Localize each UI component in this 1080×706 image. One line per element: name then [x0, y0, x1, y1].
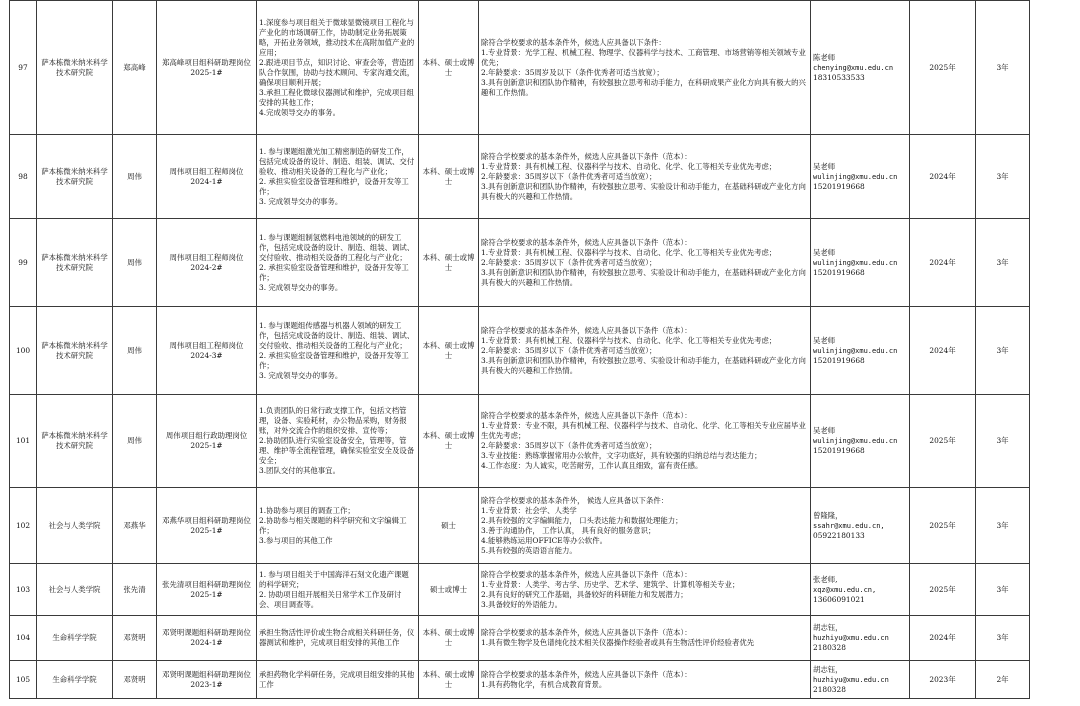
- contact-cell: [811, 135, 910, 219]
- requirement-line: 2.年龄要求：35周岁以下（条件优秀者可适当放宽）；: [481, 171, 657, 181]
- duty-line: 3. 完成领导交办的事务。: [259, 282, 343, 292]
- requirement-line: 1.具有药物化学，有机合成教育背景。: [481, 679, 607, 689]
- year-cell: 2024年: [910, 307, 976, 395]
- contact-line: 吴老师: [813, 335, 836, 345]
- duty-line: 1. 参与项目组关于中国海洋石刻文化遗产课题的科学研究；: [259, 569, 409, 589]
- position-cell: 邓贤明课题组科研助理岗位2024-1#: [157, 616, 257, 661]
- requirements-cell: [479, 616, 811, 661]
- contact-line: huzhiyu@xmu.edu.cn: [813, 634, 889, 642]
- duty-line: 3. 完成领导交办的事务。: [259, 370, 343, 380]
- unit-cell: 生命科学学院: [37, 661, 113, 699]
- unit-cell: 生命科学学院: [37, 616, 113, 661]
- duties-cell: [257, 395, 419, 488]
- contact-line: wulinjing@xmu.edu.cn: [813, 346, 898, 355]
- duty-line: 3.团队交付的其他事宜。: [259, 466, 340, 475]
- requirement-line: 2.年龄要求：35周岁以下（条件优秀者可适当放宽）；: [481, 441, 657, 450]
- requirements-cell: [479, 661, 811, 699]
- table-row: [10, 395, 1072, 488]
- term-cell: 3年: [976, 135, 1030, 219]
- contact-cell: [811, 661, 910, 699]
- contact-line: 13606091021: [813, 594, 865, 604]
- contact-cell: [811, 307, 910, 395]
- row-number-cell: 103: [10, 564, 37, 616]
- year-cell: 2025年: [910, 395, 976, 488]
- year-cell: 2024年: [910, 616, 976, 661]
- table-body: [10, 1, 1072, 699]
- position-cell: 周伟项目组行政助理岗位2025-1#: [157, 395, 257, 488]
- unit-cell: 萨本栋微米纳米科学技术研究院: [37, 395, 113, 488]
- row-number-cell: 99: [10, 219, 37, 307]
- duty-line: 1.协助参与项目的调查工作；: [259, 505, 355, 515]
- requirement-line: 3.具备较好的外语能力。: [481, 599, 562, 609]
- requirement-line: 1.专业背景：具有机械工程、仪器科学与技术、自动化、化学、化工等相关专业优先考虑；: [481, 247, 777, 257]
- requirement-line: 1.专业背景：人类学、考古学、历史学、艺术学、建筑学、计算机等相关专业；: [481, 579, 740, 589]
- duties-cell: [257, 616, 419, 661]
- year-cell: 2024年: [910, 135, 976, 219]
- requirement-line: 1.专业背景：光学工程、机械工程、物理学、仪器科学与技术、工商管理、市场营销等相关领域专业优先；: [481, 47, 806, 67]
- requirements-cell: [479, 488, 811, 564]
- requirements-cell: [479, 1, 811, 135]
- requirement-line: 除符合学校要求的基本条件外，候选人应具备以下条件（范本）：: [481, 669, 692, 679]
- table-row: [10, 1, 1072, 135]
- contact-line: 曾隆隆，: [813, 510, 843, 520]
- unit-cell: 萨本栋微米纳米科学技术研究院: [37, 135, 113, 219]
- row-number-cell: 104: [10, 616, 37, 661]
- year-cell: 2025年: [910, 564, 976, 616]
- position-cell: 邓燕华项目组科研助理岗位2025-1#: [157, 488, 257, 564]
- year-cell: 2025年: [910, 1, 976, 135]
- year-cell: 2023年: [910, 661, 976, 699]
- contact-line: chenying@xmu.edu.cn: [813, 63, 894, 72]
- requirement-line: 2.年龄要求：35周岁以下（条件优秀者可适当放宽）；: [481, 257, 657, 267]
- duty-line: 1. 参与课题组制氢燃料电池领域的的研发工作，包括完成设备的设计、制造、组装、调试、交付验收、推动相关设备的工程化与产业化；: [259, 232, 415, 262]
- duty-line: 1.负责团队的日常行政支撑工作，包括文档管理，设备、实验耗材，办公物品采购，财务报账，对外交流合作的组织安排、宣传等；: [259, 406, 407, 435]
- duty-line: 3. 完成领导交办的事务。: [259, 196, 343, 206]
- contact-cell: [811, 564, 910, 616]
- contact-cell: [811, 1, 910, 135]
- education-cell: 本科、硕士或博士: [419, 1, 479, 135]
- requirement-line: 5.具有较强的英语语言能力。: [481, 545, 577, 555]
- requirement-line: 除符合学校要求的基本条件外，候选人应具备以下条件（范本）：: [481, 628, 692, 637]
- requirement-line: 除符合学校要求的基本条件外，候选人应具备以下条件（范本）：: [481, 411, 692, 420]
- requirement-line: 1.专业背景：具有机械工程、仪器科学与技术、自动化、化学、化工等相关专业优先考虑；: [481, 161, 777, 171]
- duty-line: 2. 承担实验室设备管理和维护，设备开发等工作；: [259, 350, 409, 370]
- requirements-cell: [479, 135, 811, 219]
- education-cell: 本科、硕士或博士: [419, 135, 479, 219]
- position-cell: 周伟项目组工程师岗位2024-2#: [157, 219, 257, 307]
- recruitment-table-sheet: [9, 0, 1071, 699]
- unit-cell: 萨本栋微米纳米科学技术研究院: [37, 307, 113, 395]
- position-cell: 张先清项目组科研助理岗位2025-1#: [157, 564, 257, 616]
- pi-cell: 周伟: [113, 307, 157, 395]
- duties-cell: [257, 135, 419, 219]
- duties-cell: [257, 307, 419, 395]
- requirement-line: 3.善于沟通协作， 工作认真， 具有良好的服务意识；: [481, 525, 656, 535]
- requirement-line: 3.具有创新意识和团队协作精神，有较强独立思考、实验设计和动手能力，在基础科研或产业化方向具有极大的兴趣和工作热情。: [481, 181, 806, 201]
- contact-line: wulinjing@xmu.edu.cn: [813, 172, 898, 181]
- pi-cell: 张先清: [113, 564, 157, 616]
- row-number-cell: 105: [10, 661, 37, 699]
- contact-line: wulinjing@xmu.edu.cn: [813, 258, 898, 267]
- requirement-line: 1.专业背景：社会学、人类学: [481, 505, 577, 515]
- requirement-line: 除符合学校要求的基本条件外，候选人应具备以下条件：: [481, 37, 666, 47]
- contact-line: 15201919668: [813, 181, 865, 191]
- education-cell: 硕士或博士: [419, 564, 479, 616]
- unit-cell: 社会与人类学院: [37, 564, 113, 616]
- contact-cell: [811, 488, 910, 564]
- pi-cell: 郑高峰: [113, 1, 157, 135]
- contact-line: 15201919668: [813, 446, 865, 455]
- term-cell: 3年: [976, 307, 1030, 395]
- requirement-line: 2.具有较强的文字编辑能力， 口头表达能力和数据处理能力；: [481, 515, 683, 525]
- duty-line: 3.承担工程化微球仪器测试和维护，完成项目组安排的其他工作；: [259, 87, 414, 107]
- requirement-line: 3.专业技能：熟练掌握常用办公软件，文字功底好，具有较强的归纳总结与表达能力；: [481, 451, 762, 460]
- contact-line: ssahr@xmu.edu.cn,: [813, 521, 885, 530]
- contact-line: 05922180133: [813, 530, 865, 540]
- requirement-line: 除符合学校要求的基本条件外，候选人应具备以下条件（范本）：: [481, 569, 692, 579]
- pi-cell: 邓燕华: [113, 488, 157, 564]
- requirement-line: 1.专业背景：专业不限，具有机械工程、仪器科学与技术、自动化、化学、化工等相关专业应届毕业生优先考虑；: [481, 421, 806, 440]
- contact-line: huzhiyu@xmu.edu.cn: [813, 675, 889, 684]
- term-cell: 3年: [976, 395, 1030, 488]
- duty-line: 承担药物化学科研任务，完成项目组安排的其他工作: [259, 669, 415, 689]
- pi-cell: 周伟: [113, 135, 157, 219]
- duty-line: 1. 参与课题组传感器与机器人领域的研发工作，包括完成设备的设计、制造、组装、调试、交付验收、推动相关设备的工程化与产业化；: [259, 320, 415, 350]
- row-number-cell: 97: [10, 1, 37, 135]
- positions-table: [9, 0, 1072, 699]
- table-row: [10, 661, 1072, 699]
- pi-cell: 周伟: [113, 219, 157, 307]
- requirement-line: 2.具有良好的研究工作基础，具备较好的科研能力和发展潜力；: [481, 589, 688, 599]
- requirement-line: 除符合学校要求的基本条件外，候选人应具备以下条件（范本）：: [481, 237, 692, 247]
- table-row: [10, 135, 1072, 219]
- contact-line: 吴老师: [813, 161, 836, 171]
- row-number-cell: 98: [10, 135, 37, 219]
- contact-line: 吴老师: [813, 247, 836, 257]
- duty-line: 2.协助参与相关课题的科学研究和文字编辑工作；: [259, 515, 407, 535]
- contact-cell: [811, 395, 910, 488]
- education-cell: 本科、硕士或博士: [419, 616, 479, 661]
- requirement-line: 除符合学校要求的基本条件外， 候选人应具备以下条件：: [481, 495, 669, 505]
- position-cell: 周伟项目组工程师岗位2024-3#: [157, 307, 257, 395]
- year-cell: 2024年: [910, 219, 976, 307]
- duty-line: 2. 协助项目组开展相关日常学术工作及研讨会、项目调查等。: [259, 589, 402, 609]
- table-row: [10, 488, 1072, 564]
- contact-line: 陈老师: [813, 52, 836, 62]
- contact-line: 张老师,: [813, 574, 838, 584]
- term-cell: 3年: [976, 488, 1030, 564]
- duty-line: 2.跟进项目节点，知识讨论、审查会等，营造团队合作氛围，协助与技术顾问、专家沟通交流，确保项目顺利开展；: [259, 57, 415, 87]
- pi-cell: 邓贤明: [113, 616, 157, 661]
- contact-cell: [811, 616, 910, 661]
- term-cell: 3年: [976, 616, 1030, 661]
- requirements-cell: [479, 307, 811, 395]
- table-row: [10, 307, 1072, 395]
- row-number-cell: 100: [10, 307, 37, 395]
- requirements-cell: [479, 564, 811, 616]
- contact-line: 18310533533: [813, 72, 865, 82]
- pi-cell: 周伟: [113, 395, 157, 488]
- requirement-line: 除符合学校要求的基本条件外，候选人应具备以下条件（范本）：: [481, 325, 692, 335]
- requirement-line: 4.工作态度：为人诚实，吃苦耐劳，工作认真且细致，富有责任感。: [481, 461, 703, 470]
- table-row: [10, 219, 1072, 307]
- education-cell: 本科、硕士或博士: [419, 395, 479, 488]
- duty-line: 2. 承担实验室设备管理和维护，设备开发等工作；: [259, 176, 409, 196]
- position-cell: 郑高峰项目组科研助理岗位2025-1#: [157, 1, 257, 135]
- education-cell: 本科、硕士或博士: [419, 661, 479, 699]
- contact-line: 吴老师: [813, 426, 836, 435]
- duties-cell: [257, 488, 419, 564]
- requirement-line: 3.具有创新意识和团队协作精神，有较强独立思考、实验设计和动手能力，在基础科研或产业化方向具有极大的兴趣和工作热情。: [481, 267, 806, 287]
- term-cell: 2年: [976, 661, 1030, 699]
- requirements-cell: [479, 395, 811, 488]
- duties-cell: [257, 661, 419, 699]
- pi-cell: 邓贤明: [113, 661, 157, 699]
- duty-line: 2.协助团队进行实验室设备安全，管理等，管理、维护等全流程管理，确保实验室安全及设备安全；: [259, 436, 415, 465]
- requirement-line: 1.具有微生物学及色谱纯化技术相关仪器操作经验者或具有生物活性评价经验者优先: [481, 638, 755, 647]
- row-number-cell: 101: [10, 395, 37, 488]
- education-cell: 硕士: [419, 488, 479, 564]
- contact-line: wulinjing@xmu.edu.cn: [813, 437, 898, 445]
- position-cell: 邓贤明课题组科研助理岗位2023-1#: [157, 661, 257, 699]
- requirement-line: 2.年龄要求：35周岁以下（条件优秀者可适当放宽）；: [481, 345, 657, 355]
- duties-cell: [257, 219, 419, 307]
- contact-line: 胡志钰，: [813, 664, 843, 674]
- duty-line: 1. 参与课题组激光加工精密制造的研发工作，包括完成设备的设计、制造、组装、调试、交付验收、推动相关设备的工程化与产业化；: [259, 146, 415, 176]
- row-number-cell: 102: [10, 488, 37, 564]
- duty-line: 4.完成领导交办的事务。: [259, 107, 340, 117]
- unit-cell: 社会与人类学院: [37, 488, 113, 564]
- table-row: [10, 564, 1072, 616]
- requirement-line: 3.具有创新意识和团队协作精神，有较强独立思考和动手能力，在科研成果产业化方向具有极大的兴趣和工作热情。: [481, 77, 806, 97]
- contact-line: xqz@xmu.edu.cn,: [813, 585, 877, 594]
- table-row: [10, 616, 1072, 661]
- duties-cell: [257, 1, 419, 135]
- requirements-cell: [479, 219, 811, 307]
- duty-line: 3.参与项目的其他工作: [259, 535, 333, 545]
- term-cell: 3年: [976, 564, 1030, 616]
- position-cell: 周伟项目组工程师岗位2024-1#: [157, 135, 257, 219]
- contact-line: 15201919668: [813, 355, 865, 365]
- requirement-line: 3.具有创新意识和团队协作精神，有较强独立思考、实验设计和动手能力，在基础科研或产业化方向具有极大的兴趣和工作热情。: [481, 355, 806, 375]
- year-cell: 2025年: [910, 488, 976, 564]
- requirement-line: 4.能够熟练运用OFFICE等办公软件。: [481, 535, 608, 545]
- unit-cell: 萨本栋微米纳米科学技术研究院: [37, 219, 113, 307]
- term-cell: 3年: [976, 219, 1030, 307]
- term-cell: 3年: [976, 1, 1030, 135]
- duty-line: 2. 承担实验室设备管理和维护，设备开发等工作；: [259, 262, 409, 282]
- duty-line: 承担生物活性评价或生物合成相关科研任务，仪器测试和维护，完成项目组安排的其他工作: [259, 628, 415, 647]
- requirement-line: 1.专业背景：具有机械工程、仪器科学与技术、自动化、化学、化工等相关专业优先考虑；: [481, 335, 777, 345]
- education-cell: 本科、硕士或博士: [419, 219, 479, 307]
- contact-line: 2180328: [813, 643, 846, 652]
- contact-line: 15201919668: [813, 267, 865, 277]
- duty-line: 1.深度参与项目组关于微球显微镜项目工程化与产业化的市场调研工作，协助制定业务拓展策略，开拓业务领域，推动技术在高附加值产业的应用；: [259, 17, 415, 57]
- requirement-line: 除符合学校要求的基本条件外，候选人应具备以下条件（范本）：: [481, 151, 692, 161]
- contact-line: 胡志钰，: [813, 623, 843, 632]
- unit-cell: 萨本栋微米纳米科学技术研究院: [37, 1, 113, 135]
- education-cell: 本科、硕士或博士: [419, 307, 479, 395]
- contact-line: 2180328: [813, 684, 846, 694]
- requirement-line: 2.年龄要求：35周岁及以下（条件优秀者可适当放宽）；: [481, 67, 664, 77]
- duties-cell: [257, 564, 419, 616]
- contact-cell: [811, 219, 910, 307]
